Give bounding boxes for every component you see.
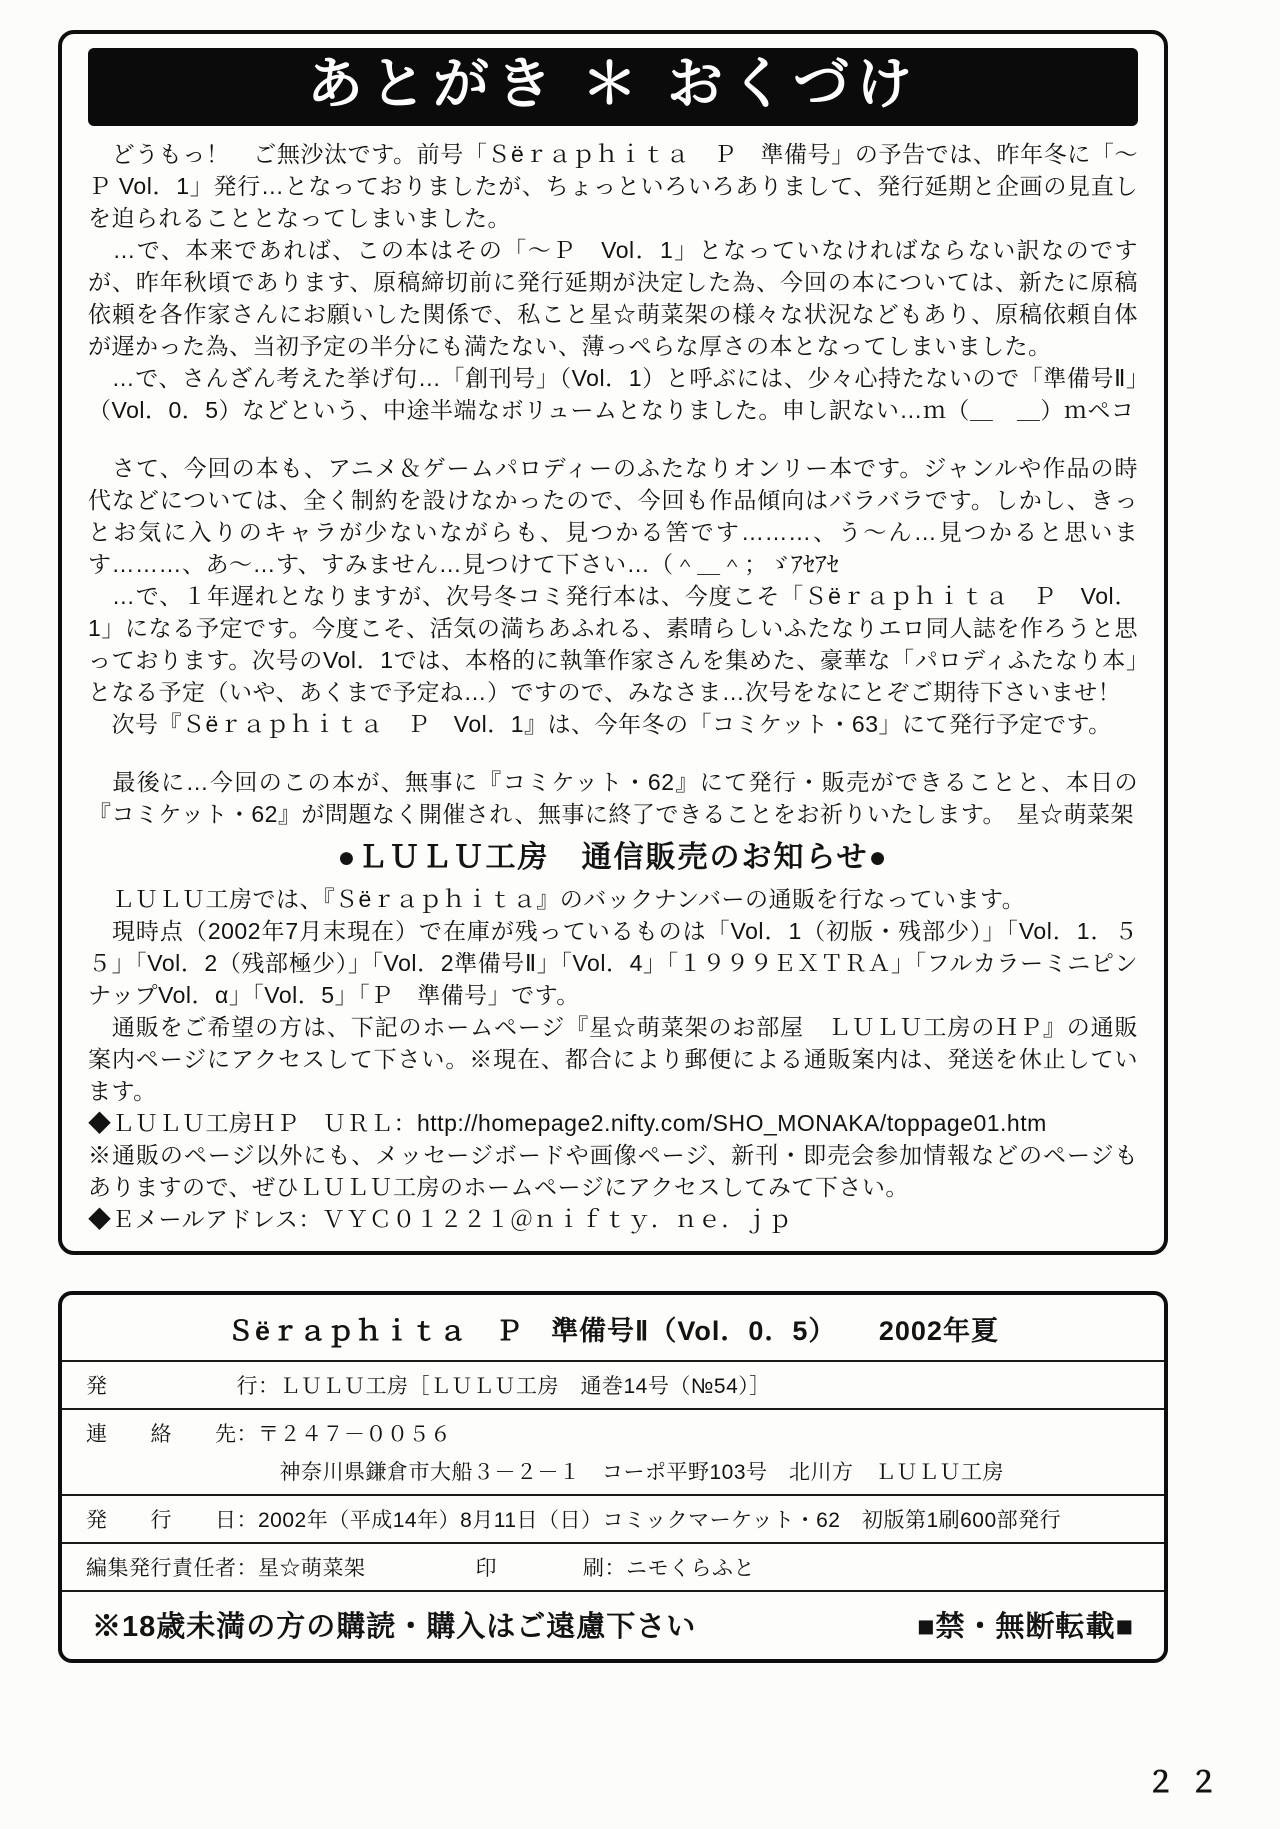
editor-name: 編集発行責任者：星☆萌菜架 (86, 1557, 366, 1581)
afterword-paragraph: どうもっ！ ご無沙汰です。前号「Ｓëｒａｐｈｉｔａ Ｐ 準備号」の予告では、昨年冬に「～Ｐ Vol．1」発行…となっておりましたが、ちょっといろいろありまして、発行延期と企画の見直しを迫られることとなってしまいました。 (88, 141, 1138, 232)
page-number: ２２ (1145, 1767, 1232, 1799)
afterword-paragraph: …で、さんざん考えた挙げ句…「創刊号」（Vol．1）と呼ぶには、少々心持たないので「準備号Ⅱ」（Vol．0．5）などという、中途半端なボリュームとなりました。申し訳ない…ｍ（＿ ＿）ｍペコ (88, 365, 1138, 424)
mail-order-paragraph: 通販をご希望の方は、下記のホームページ『星☆萌菜架のお部屋 ＬＵＬＵ工房のＨＰ』の通販案内ページにアクセスして下さい。※現在、都合により郵便による通販案内は、発送を休止しています。 (88, 1014, 1138, 1105)
afterword-body (88, 138, 1138, 830)
colophon-date-row: 発 行 日：2002年（平成14年）8月11日（日）コミックマーケット・62 初版第1刷600部発行 (62, 1494, 1164, 1542)
colophon-editor-row (62, 1542, 1164, 1590)
afterword-paragraph: さて、今回の本も、アニメ＆ゲームパロディーのふたなりオンリー本です。ジャンルや作品の時代などについては、全く制約を設けなかったので、今回も作品傾向はバラバラです。しかし、きっとお気に入りのキャラが少ないながらも、見つかる筈です………、う～ん…見つかると思います………、あ～…す、すみません…見つけて下さい…（＾＿＾；ゞｱｾｱｾ (88, 455, 1138, 578)
afterword-paragraph: …で、１年遅れとなりますが、次号冬コミ発行本は、今度こそ「Ｓëｒａｐｈｉｔａ Ｐ Vol．1」になる予定です。今度こそ、活気の満ちあふれる、素晴らしいふたなりエロ同人誌を作ろうと思っております。次号のVol．1では、本格的に執筆作家さんを集めた、豪華な「パロディふたなり本」となる予定（いや、あくまで予定ね…）ですので、みなさま…次号をなにとぞご期待下さいませ！ (88, 583, 1138, 706)
page-title-text: あとがき ＊ おくづけ (306, 52, 920, 115)
colophon-title: Ｓëｒａｐｈｉｔａ Ｐ 準備号Ⅱ（Vol．0．5） 2002年夏 (227, 1316, 999, 1347)
afterword-paragraph: …で、本来であれば、この本はその「～Ｐ Vol．1」となっていなければならない訳なのですが、昨年秋頃であります、原稿締切前に発行延期が決定した為、今回の本については、新たに原稿依頼を各作家さんにお願いした関係で、私こと星☆萌菜架の様々な状況などもあり、原稿依頼自体が遅かった為、当初予定の半分にも満たない、薄っぺらな厚さの本となってしまいました。 (88, 237, 1138, 360)
email-address-line: ◆Ｅメールアドレス：ＶＹＣ０１２２１＠ｎｉｆｔｙ．ｎｅ．ｊｐ (88, 1206, 792, 1233)
colophon-box (58, 1291, 1168, 1663)
page-title (88, 48, 1138, 126)
no-reprint-text: ■禁・無断転載■ (916, 1611, 1134, 1644)
mail-order-heading: ●ＬＵＬＵ工房 通信販売のお知らせ● (337, 841, 889, 875)
colophon-address-row: 神奈川県鎌倉市大船３－２－１ コーポ平野103号 北川方 ＬＵＬＵ工房 (86, 1461, 1005, 1485)
mail-order-paragraph: ＬＵＬＵ工房では、『Ｓëｒａｐｈｉｔａ』のバックナンバーの通販を行なっています。 (88, 886, 1026, 913)
colophon-publisher-row: 発 行：ＬＵＬＵ工房［ＬＵＬＵ工房 通巻14号（№54）］ (62, 1360, 1164, 1408)
age-warning-row (62, 1590, 1164, 1659)
colophon-contact-row: 連 絡 先：〒２４７－００５６ (62, 1408, 1164, 1456)
afterword-paragraph (88, 766, 1138, 830)
mail-order-paragraph: 現時点（2002年7月末現在）で在庫が残っているものは「Vol．1（初版・残部少）」「Vol．1．５５」「Vol．2（残部極少）」「Vol．2準備号Ⅱ」「Vol．4」「１９９９ＥＸＴＲＡ」「フルカラーミニピンナップVol．α」「Vol．5」「Ｐ 準備号」です。 (88, 918, 1138, 1009)
author-signature: 星☆萌菜架 (1016, 801, 1134, 828)
mail-order-paragraph: ※通販のページ以外にも、メッセージボードや画像ページ、新刊・即売会参加情報などのページもありますので、ぜひＬＵＬＵ工房のホームページにアクセスしてみて下さい。 (88, 1142, 1138, 1201)
age-warning-text: ※18歳未満の方の購読・購入はご遠慮下さい (92, 1611, 697, 1644)
afterword-box (58, 30, 1168, 1255)
printer-name: 印 刷：ニモくらふと (475, 1557, 755, 1581)
afterword-paragraph: 次号『Ｓëｒａｐｈｉｔａ Ｐ Vol．1』は、今年冬の「コミケット・63」にて発行予定です。 (88, 711, 1112, 738)
mail-order-body (88, 883, 1138, 1235)
homepage-url-line: ◆ＬＵＬＵ工房ＨＰ ＵＲＬ：http://homepage2.nifty.com/SHO_MONAKA/toppage01.htm (88, 1110, 1047, 1137)
closing-text: 最後に…今回のこの本が、無事に『コミケット・62』にて発行・販売ができることと、本日の『コミケット・62』が問題なく開催され、無事に終了できることをお祈りいたします。 (88, 769, 1138, 828)
